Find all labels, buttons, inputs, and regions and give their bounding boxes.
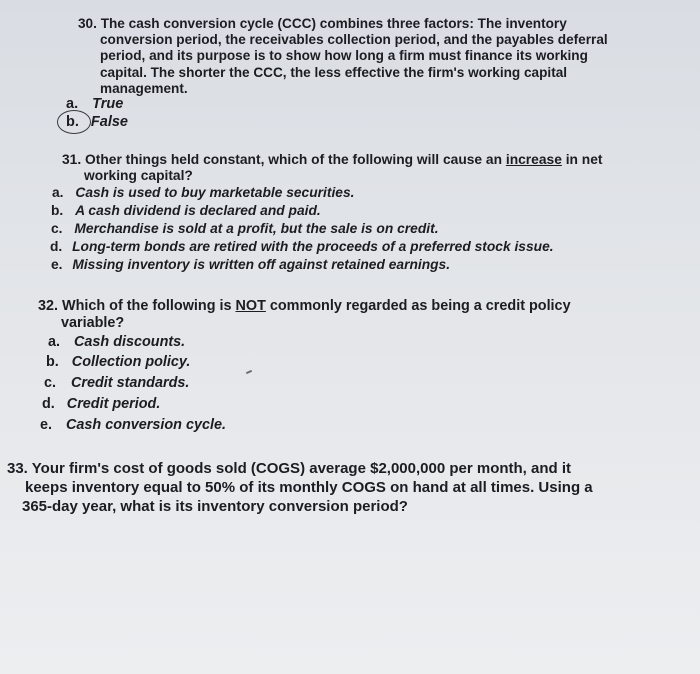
option-text: Credit standards.: [71, 375, 190, 391]
option-text: Cash is used to buy marketable securities.: [75, 185, 355, 200]
option-letter: c.: [44, 375, 57, 391]
question-31-line-2: working capital?: [84, 168, 193, 183]
option-text: Collection policy.: [71, 354, 191, 370]
question-30-line-2: conversion period, the receivables collection period, and the payables deferral: [100, 32, 608, 48]
question-31-option-a: [52, 184, 354, 202]
question-33: [7, 459, 593, 516]
question-33-line-3: 365-day year, what is its inventory conversion period?: [22, 498, 408, 515]
option-letter: d.: [42, 396, 55, 412]
question-32-option-e: [40, 415, 226, 435]
option-text: Merchandise is sold at a profit, but the sale is on credit.: [74, 221, 439, 236]
option-letter: e.: [51, 257, 63, 272]
question-30: [78, 16, 608, 97]
question-33-text-1: Your firm's cost of goods sold (COGS) average $2,000,000 per month, and it: [31, 460, 572, 477]
option-text: Missing inventory is written off against retained earnings.: [72, 257, 451, 272]
question-32: [38, 298, 571, 332]
option-text: Cash discounts.: [74, 334, 186, 350]
question-31-emphasis: increase: [505, 152, 562, 167]
question-33-line-1: [7, 459, 593, 478]
question-32-number: 32.: [38, 298, 59, 314]
question-32-option-c: [44, 373, 189, 393]
question-32-option-d: [42, 394, 160, 414]
question-30-line-5: management.: [100, 80, 188, 96]
option-letter: b.: [66, 114, 79, 130]
answer-circle: [57, 110, 91, 134]
option-text: Cash conversion cycle.: [66, 417, 226, 433]
question-31-line-1: [62, 152, 603, 168]
question-30-text-1: The cash conversion cycle (CCC) combines three factors: The inventory: [100, 16, 567, 31]
question-31-number: 31.: [62, 152, 82, 167]
option-text: A cash dividend is declared and paid.: [75, 203, 321, 218]
option-letter: a.: [48, 334, 61, 350]
option-letter: b.: [46, 354, 59, 370]
question-32-option-b: [46, 352, 190, 372]
question-31: [62, 152, 603, 184]
option-text: True: [92, 96, 124, 112]
question-33-number: 33.: [7, 460, 28, 477]
question-31-option-e: [51, 256, 450, 274]
question-30-line-3: period, and its purpose is to show how long a firm must finance its working: [100, 48, 588, 64]
question-32-line-2: variable?: [61, 315, 125, 331]
question-32-option-a: [48, 332, 185, 352]
option-letter: c.: [51, 221, 63, 236]
option-text: Long-term bonds are retired with the proceeds of a preferred stock issue.: [72, 239, 554, 254]
question-30-line-1: [78, 16, 608, 32]
question-31-text-post: in net: [561, 152, 603, 167]
option-text: False: [90, 114, 129, 130]
question-33-line-2: keeps inventory equal to 50% of its monthly COGS on hand at all times. Using a: [25, 479, 593, 496]
question-31-option-b: [51, 202, 321, 220]
option-text: Credit period.: [66, 396, 161, 412]
option-letter: e.: [40, 417, 53, 433]
pencil-mark: [246, 370, 252, 374]
question-31-option-d: [50, 238, 554, 256]
question-32-line-1: [38, 298, 571, 315]
question-30-number: 30.: [78, 16, 97, 31]
question-32-emphasis: NOT: [235, 298, 266, 314]
option-letter: d.: [50, 239, 63, 254]
question-30-line-4: capital. The shorter the CCC, the less effective the firm's working capital: [100, 64, 568, 80]
question-32-text-post: commonly regarded as being a credit policy: [265, 298, 571, 314]
question-31-text-pre: Other things held constant, which of the following will cause an: [85, 152, 506, 167]
question-32-text-pre: Which of the following is: [62, 298, 236, 314]
option-letter: a.: [66, 96, 79, 112]
option-letter: a.: [52, 185, 64, 200]
question-31-option-c: [51, 220, 439, 238]
option-letter: b.: [51, 203, 64, 218]
